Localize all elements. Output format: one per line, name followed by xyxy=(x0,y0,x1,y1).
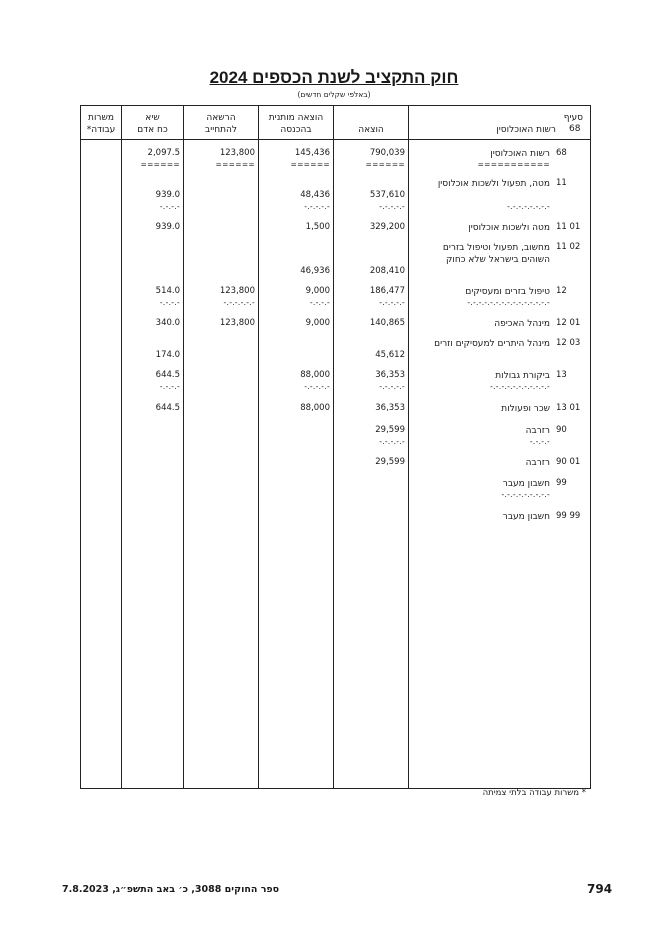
row-code: 11 02 xyxy=(556,242,581,252)
label-underline: =========== xyxy=(477,160,550,169)
row-peak-value: 939.0 xyxy=(155,222,180,232)
column-divider xyxy=(121,106,122,788)
row-expense-value: 36,353 xyxy=(375,370,405,380)
row-cond-mark: -.-.-.-.- xyxy=(304,382,330,391)
row-peak-value: 174.0 xyxy=(155,350,180,360)
row-code: 12 xyxy=(556,286,567,296)
row-label: רזרבה xyxy=(525,426,550,436)
row-expense-value: 45,612 xyxy=(375,350,405,360)
row-cond-value: 9,000 xyxy=(305,286,330,296)
row-code: 90 xyxy=(556,425,567,435)
label-underline: -.-.-.- xyxy=(529,437,550,446)
column-divider xyxy=(333,106,334,788)
row-expense-mark: -.-.-.-.- xyxy=(379,202,405,211)
row-cond-value: 46,936 xyxy=(300,266,330,276)
row-expense-mark: ====== xyxy=(365,160,405,169)
row-cond-value: 48,436 xyxy=(300,190,330,200)
row-peak-value: 644.5 xyxy=(155,403,180,413)
row-code: 12 03 xyxy=(556,338,581,348)
row-commit-mark: -.-.-.-.-.- xyxy=(223,298,255,307)
row-cond-value: 88,000 xyxy=(300,403,330,413)
row-cond-value: 1,500 xyxy=(305,222,330,232)
row-cond-mark: ====== xyxy=(290,160,330,169)
row-label: מטה ולשכות אוכלוסין xyxy=(468,223,550,233)
row-expense-value: 329,200 xyxy=(369,222,405,232)
row-code: 90 01 xyxy=(556,457,581,467)
row-peak-mark: -.-.-.- xyxy=(159,298,180,307)
header-expense: הוצאה xyxy=(358,125,384,135)
header-divider xyxy=(81,139,590,140)
row-cond-mark: -.-.-.-.- xyxy=(304,202,330,211)
page-subtitle: (באלפי שקלים חדשים) xyxy=(297,90,371,99)
row-label: מחשוב, תפעול וטיפול בזרים השוהים בישראל שלא כחוק xyxy=(442,243,550,265)
row-code: 99 99 xyxy=(556,511,581,521)
row-expense-value: 140,865 xyxy=(369,318,405,328)
row-commit-value: 123,800 xyxy=(219,286,255,296)
row-commit-value: 123,800 xyxy=(219,148,255,158)
header-section: סעיף xyxy=(563,113,583,123)
row-label: רזרבה xyxy=(525,458,550,468)
row-expense-value: 790,039 xyxy=(369,148,405,158)
row-label: מינהל האכיפה xyxy=(494,319,550,329)
header-peak: שיא כח אדם xyxy=(137,113,168,135)
row-code: 68 xyxy=(556,148,567,158)
row-peak-mark: -.-.-.- xyxy=(159,202,180,211)
row-peak-value: 939.0 xyxy=(155,190,180,200)
header-commit: הרשאה להתחייב xyxy=(204,113,238,135)
column-divider xyxy=(408,106,409,788)
row-peak-value: 644.5 xyxy=(155,370,180,380)
row-label: שכר ופעולות xyxy=(501,404,550,414)
row-cond-value: 88,000 xyxy=(300,370,330,380)
row-label: רשות האוכלוסין xyxy=(490,149,550,159)
row-expense-mark: -.-.-.-.- xyxy=(379,382,405,391)
row-cond-value: 145,436 xyxy=(294,148,330,158)
page-number: 794 xyxy=(587,882,613,896)
row-expense-value: 29,599 xyxy=(375,425,405,435)
footnote: * משרות עבודה בלתי צמיתה xyxy=(482,788,586,798)
label-underline: -.-.-.-.-.-.-.- xyxy=(507,202,550,211)
row-peak-value: 514.0 xyxy=(155,286,180,296)
page-title: חוק התקציב לשנת הכספים 2024 xyxy=(209,68,459,87)
row-code: 11 01 xyxy=(556,222,581,232)
label-underline: -.-.-.-.-.-.-.-.- xyxy=(501,490,550,499)
row-peak-mark: ====== xyxy=(140,160,180,169)
row-expense-value: 29,599 xyxy=(375,457,405,467)
row-label: ביקורת גבולות xyxy=(495,371,550,381)
row-label: מינהל היתרים למעסיקים וזרים xyxy=(434,339,550,349)
row-commit-value: 123,800 xyxy=(219,318,255,328)
row-code: 99 xyxy=(556,478,567,488)
column-divider xyxy=(183,106,184,788)
row-code: 13 xyxy=(556,370,567,380)
header-conditional: הוצאה מותנית בהכנסה xyxy=(268,113,324,135)
row-expense-value: 36,353 xyxy=(375,403,405,413)
row-expense-mark: -.-.-.-.- xyxy=(379,437,405,446)
row-label: טיפול בזרים ומעסיקים xyxy=(465,287,550,297)
row-code: 13 01 xyxy=(556,403,581,413)
publication-footer: ספר החוקים 3088, כ׳ באב התשפ״ג, 7.8.2023 xyxy=(62,884,280,895)
row-expense-value: 537,610 xyxy=(369,190,405,200)
row-code: 11 xyxy=(556,178,567,188)
row-peak-mark: -.-.-.- xyxy=(159,382,180,391)
row-expense-value: 186,477 xyxy=(369,286,405,296)
label-underline: -.-.-.-.-.-.-.-.-.-.-.-.-.-.- xyxy=(467,298,550,307)
row-label: מטה, תפעול ולשכות אוכלוסין xyxy=(437,179,550,189)
label-underline: -.-.-.-.-.-.-.-.-.-.- xyxy=(490,382,550,391)
row-code: 12 01 xyxy=(556,318,581,328)
row-label: חשבון מעבר xyxy=(502,512,550,522)
row-expense-value: 208,410 xyxy=(369,266,405,276)
row-commit-mark: ====== xyxy=(215,160,255,169)
row-label: חשבון מעבר xyxy=(502,479,550,489)
header-staff: משרות עבודה* xyxy=(86,113,116,135)
row-cond-value: 9,000 xyxy=(305,318,330,328)
header-section-code: 68 xyxy=(569,124,581,134)
row-peak-value: 340.0 xyxy=(155,318,180,328)
column-divider xyxy=(258,106,259,788)
row-peak-value: 2,097.5 xyxy=(147,148,180,158)
row-cond-mark: -.-.-.- xyxy=(309,298,330,307)
row-expense-mark: -.-.-.-.- xyxy=(379,298,405,307)
header-section-title: רשות האוכלוסין xyxy=(496,125,556,135)
